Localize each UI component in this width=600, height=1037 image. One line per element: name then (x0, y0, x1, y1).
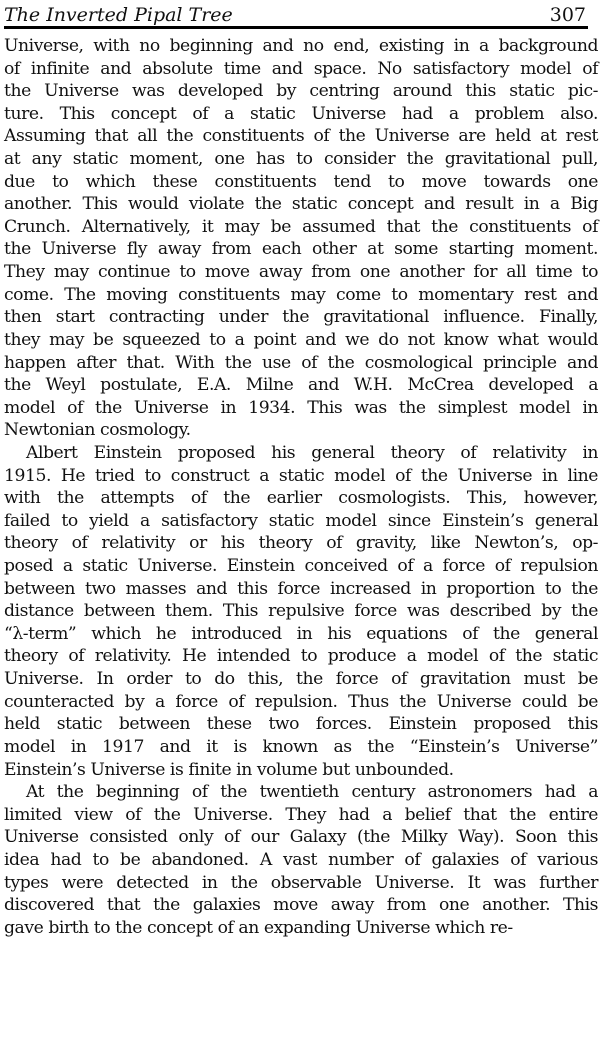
text-line: discovered that the galaxies move away from one another. This (4, 895, 598, 916)
text-line: gave birth to the concept of an expanding Universe which re- (4, 917, 513, 938)
text-line: idea had to be abandoned. A vast number of galaxies of various (4, 849, 598, 870)
text-line: the Universe was developed by centring around this static pic- (4, 81, 598, 102)
text-line: At the beginning of the twentieth century astronomers had a (26, 782, 598, 803)
text-line: happen after that. With the use of the cosmological principle and (4, 352, 598, 373)
text-line: at any static moment, one has to consider the gravitational pull, (4, 149, 598, 170)
text-line: ture. This concept of a static Universe had a problem also. (4, 103, 598, 124)
running-header (4, 0, 588, 29)
text-line: They may continue to move away from one another for all time to (4, 262, 598, 283)
text-line: Universe. In order to do this, the force of gravitation must be (4, 669, 598, 690)
text-line: the Weyl postulate, E.A. Milne and W.H. McCrea developed a (4, 375, 598, 396)
body-text (4, 35, 598, 939)
text-line: Newtonian cosmology. (4, 420, 191, 441)
paragraph (4, 442, 598, 781)
text-line: counteracted by a force of repulsion. Thus the Universe could be (4, 691, 598, 712)
paragraph (4, 35, 598, 442)
text-line: theory of relativity. He intended to produce a model of the static (4, 646, 598, 667)
text-line: come. The moving constituents may come to momentary rest and (4, 284, 598, 305)
text-line: 1915. He tried to construct a static model of the Universe in line (4, 465, 598, 486)
text-line: Crunch. Alternatively, it may be assumed that the constituents of (4, 216, 598, 237)
running-title: The Inverted Pipal Tree (4, 4, 233, 26)
text-line: of infinite and absolute time and space. No satisfactory model of (4, 58, 598, 79)
text-line: Assuming that all the constituents of the Universe are held at rest (4, 126, 598, 147)
text-line: “λ-term” which he introduced in his equations of the general (4, 623, 598, 644)
text-line: between two masses and this force increased in proportion to the (4, 578, 598, 599)
paragraph (4, 781, 598, 939)
text-line: model of the Universe in 1934. This was the simplest model in (4, 397, 598, 418)
text-line: then start contracting under the gravitational influence. Finally, (4, 307, 598, 328)
text-line: failed to yield a satisfactory static model since Einstein’s general (4, 510, 598, 531)
text-line: with the attempts of the earlier cosmologists. This, however, (4, 488, 598, 509)
text-line: the Universe fly away from each other at some starting moment. (4, 239, 598, 260)
text-line: limited view of the Universe. They had a belief that the entire (4, 804, 598, 825)
text-line: Einstein’s Universe is finite in volume but unbounded. (4, 759, 454, 780)
text-line: due to which these constituents tend to move towards one (4, 171, 598, 192)
page-number: 307 (549, 4, 586, 26)
text-line: model in 1917 and it is known as the “Einstein’s Universe” (4, 736, 598, 757)
text-line: Albert Einstein proposed his general theory of relativity in (26, 442, 598, 463)
text-line: types were detected in the observable Universe. It was further (4, 872, 598, 893)
text-line: theory of relativity or his theory of gravity, like Newton’s, op- (4, 533, 598, 554)
text-line: posed a static Universe. Einstein conceived of a force of repulsion (4, 556, 598, 577)
text-line: Universe, with no beginning and no end, existing in a background (4, 36, 598, 56)
text-line: distance between them. This repulsive force was described by the (4, 601, 598, 622)
text-line: Universe consisted only of our Galaxy (the Milky Way). Soon this (4, 827, 598, 848)
text-line: held static between these two forces. Einstein proposed this (4, 714, 598, 735)
text-line: they may be squeezed to a point and we do not know what would (4, 329, 598, 350)
text-line: another. This would violate the static concept and result in a Big (4, 194, 598, 215)
